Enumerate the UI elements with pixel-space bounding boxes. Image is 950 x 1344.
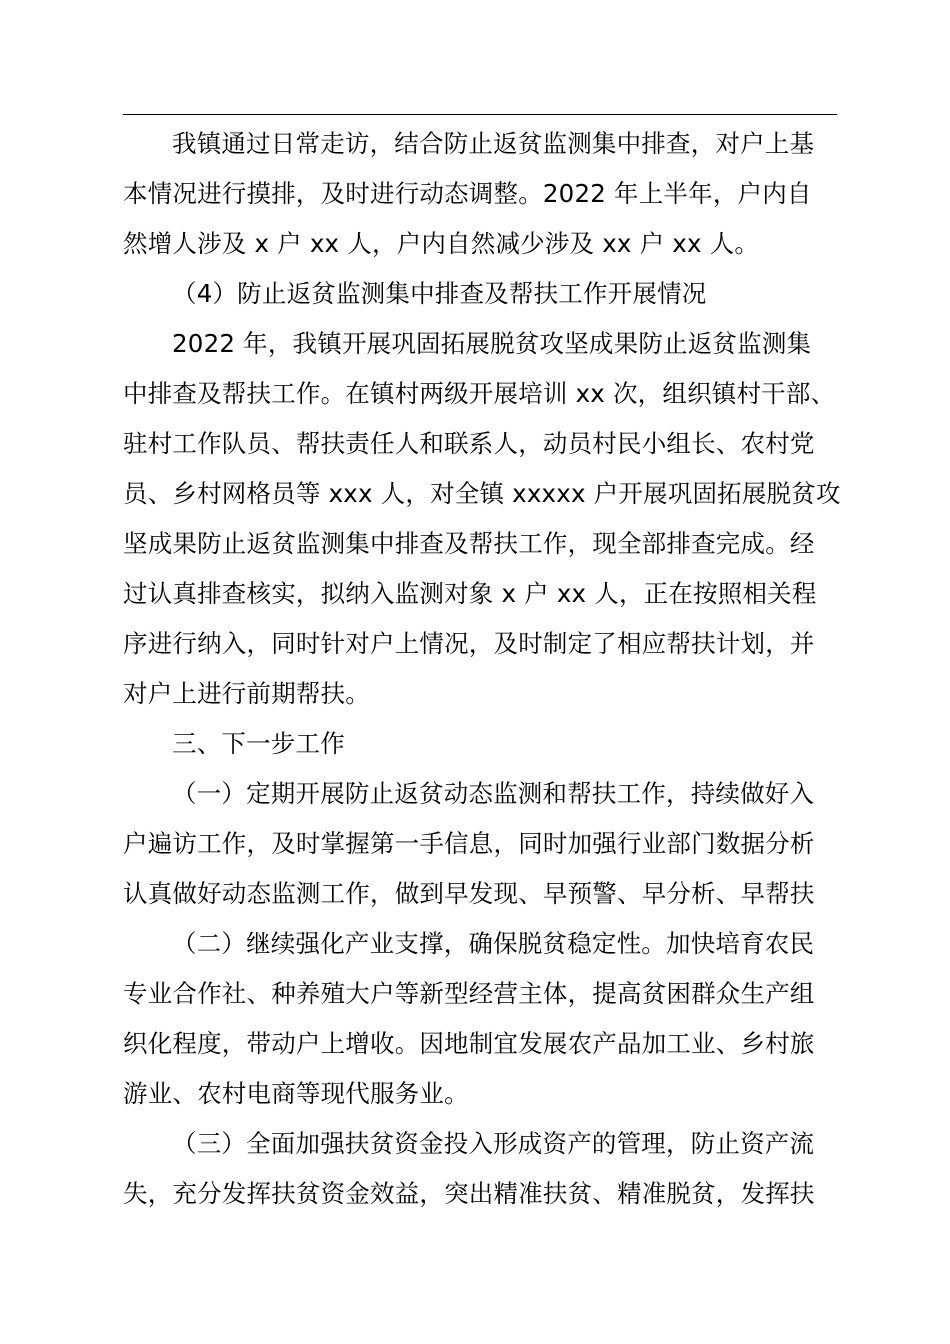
paragraph-line: 游业、农村电商等现代服务业。 <box>123 1079 469 1108</box>
paragraph-line: 本情况进行摸排，及时进行动态调整。2022 年上半年，户内自 <box>123 179 812 208</box>
paragraph-line: 驻村工作队员、帮扶责任人和联系人，动员村民小组长、农村党 <box>123 429 815 458</box>
header-rule <box>123 114 837 115</box>
paragraph-line: 中排查及帮扶工作。在镇村两级开展培训 xx 次，组织镇村干部、 <box>123 379 836 408</box>
paragraph-line: 对户上进行前期帮扶。 <box>123 679 370 708</box>
paragraph-line: 织化程度，带动户上增收。因地制宜发展农产品加工业、乡村旅 <box>123 1029 815 1058</box>
section-heading: 三、下一步工作 <box>172 729 345 758</box>
paragraph-line: 序进行纳入，同时针对户上情况，及时制定了相应帮扶计划，并 <box>123 629 815 658</box>
paragraph-line: 我镇通过日常走访，结合防止返贫监测集中排查，对户上基 <box>172 129 815 158</box>
paragraph-line: 户遍访工作，及时掌握第一手信息，同时加强行业部门数据分析 <box>123 829 815 858</box>
paragraph-line: 认真做好动态监测工作，做到早发现、早预警、早分析、早帮扶 <box>123 879 815 908</box>
paragraph-line: （一）定期开展防止返贫动态监测和帮扶工作，持续做好入 <box>172 779 815 808</box>
paragraph-line: 然增人涉及 x 户 xx 人，户内自然减少涉及 xx 户 xx 人。 <box>123 229 760 258</box>
paragraph-line: （三）全面加强扶贫资金投入形成资产的管理，防止资产流 <box>172 1129 815 1158</box>
paragraph-line: 失，充分发挥扶贫资金效益，突出精准扶贫、精准脱贫，发挥扶 <box>123 1179 815 1208</box>
paragraph-line: （二）继续强化产业支撑，确保脱贫稳定性。加快培育农民 <box>172 929 815 958</box>
paragraph-line: 坚成果防止返贫监测集中排查及帮扶工作，现全部排查完成。经 <box>123 529 815 558</box>
paragraph-line: 过认真排查核实，拟纳入监测对象 x 户 xx 人，正在按照相关程 <box>123 579 817 608</box>
paragraph-line: 2022 年，我镇开展巩固拓展脱贫攻坚成果防止返贫监测集 <box>172 329 812 358</box>
subsection-heading: （4）防止返贫监测集中排查及帮扶工作开展情况 <box>172 279 707 308</box>
paragraph-line: 专业合作社、种养殖大户等新型经营主体，提高贫困群众生产组 <box>123 979 815 1008</box>
paragraph-line: 员、乡村网格员等 xxx 人，对全镇 xxxxx 户开展巩固拓展脱贫攻 <box>123 479 841 508</box>
